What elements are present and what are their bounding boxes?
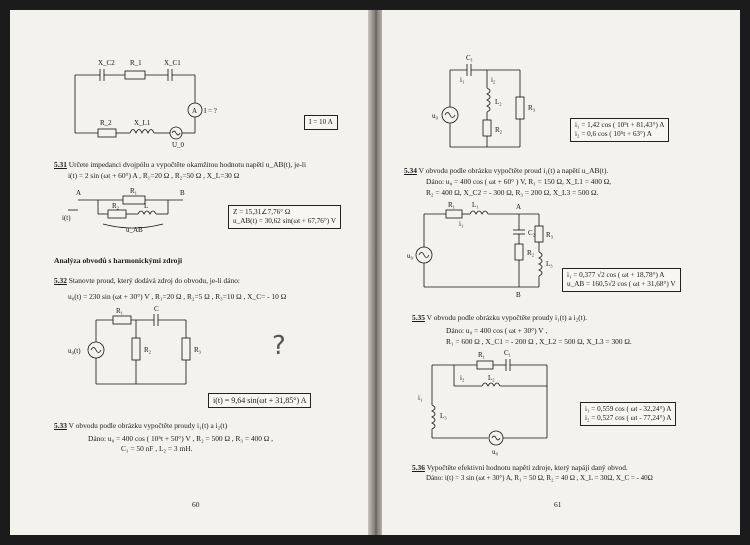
- fig4-r2-label: R₂: [495, 126, 503, 134]
- problem-5-36-line1: [412, 463, 628, 472]
- problem-number: 5.35: [412, 313, 425, 322]
- problem-5-35-line2: Dáno: u₀ = 400 cos ( ωt + 30°) V ,: [446, 326, 548, 335]
- fig5-l3-label: L₃: [546, 260, 553, 268]
- fig5-i1-label: i₁: [459, 220, 464, 228]
- result-box-5-31: [228, 205, 341, 229]
- node-a-label: A: [76, 189, 82, 197]
- result-i2: i₂ = 0,527 cos ( ωt - 77,24°) A: [585, 414, 672, 422]
- fig4-r3-label: R₃: [528, 104, 536, 112]
- result-i2: i₂ = 0,6 cos ( 10⁵t + 63°) A: [575, 130, 652, 138]
- fig3-c-label: C: [154, 305, 159, 313]
- problem-5-33-line2: Dáno: u₀ = 400 cos ( 10⁵t + 50°) V , R₂ = 500 Ω , R₃ = 400 Ω ,: [88, 434, 273, 443]
- left-page: [10, 10, 370, 535]
- fig6-c1-label: C₁: [504, 349, 512, 357]
- problem-5-32-line1: [54, 276, 240, 285]
- fig-label-xl1: X_L1: [134, 119, 151, 127]
- fig6-u0-label: u₀: [492, 448, 498, 456]
- fig-label-u0: U_0: [172, 141, 185, 149]
- problem-5-31-line1: [54, 160, 306, 169]
- problem-5-33-line3: C₁ = 50 nF , L₂ = 3 mH.: [121, 444, 193, 453]
- problem-number: 5.36: [412, 463, 425, 472]
- problem-text: V obvodu podle obrázku vypočtěte proud i₁(t) a napětí u_AB(t).: [416, 166, 609, 175]
- fig2-it-label: i(t): [62, 214, 71, 222]
- problem-number: 5.33: [54, 421, 67, 430]
- problem-5-35-line3: R₁ = 600 Ω , X_C1 = - 200 Ω , X_L2 = 500 Ω, X_L3 = 300 Ω.: [446, 337, 632, 346]
- result-impedance: Z = 15,31∠7,76° Ω: [233, 208, 291, 216]
- fig-label-xc2: X_C2: [98, 59, 115, 67]
- result-box-5-32: i(t) = 9,64 sin(ωt + 31,85°) A: [208, 393, 311, 408]
- fig5-c2-label: C₂: [528, 229, 536, 237]
- problem-number: 5.31: [54, 160, 67, 169]
- section-heading: Analýza obvodů s harmonickými zdroji: [54, 256, 183, 265]
- fig6-l3-label: L₃: [440, 412, 447, 420]
- result-box-5-34: [562, 268, 681, 292]
- circuit-figure-1: [70, 55, 240, 149]
- page-number: 60: [192, 500, 200, 509]
- current-question-label: I = ?: [204, 107, 217, 115]
- problem-text: Vypočtěte efektivní hodnotu napětí zdroje, který napájí daný obvod.: [424, 463, 628, 472]
- fig4-c1-label: C₁: [466, 54, 474, 62]
- problem-text: Určete impedanci dvojpólu a vypočtěte okamžitou hodnotu napětí u_AB(t), je-li: [66, 160, 307, 169]
- fig5-node-a: A: [516, 203, 522, 211]
- fig2-uab-label: u_AB: [126, 226, 143, 234]
- fig3-r2-label: R₂: [144, 346, 152, 354]
- result-voltage: u_AB(t) = 30,62 sin(ωt + 67,76°) V: [233, 217, 337, 225]
- circuit-figure-3: [68, 305, 218, 393]
- fig-label-xc1: X_C1: [164, 59, 181, 67]
- problem-5-34-line1: [404, 166, 608, 175]
- circuit-figure-2: [62, 187, 218, 234]
- circuit-figure-6: [418, 349, 572, 456]
- problem-text: V obvodu podle obrázku vypočtěte proudy i₁(t) a i₂(t).: [424, 313, 588, 322]
- right-page: [382, 10, 740, 535]
- result-box-5-33: [570, 118, 669, 142]
- fig5-r1-label: R₁: [448, 201, 456, 209]
- fig3-r1-label: R₁: [116, 307, 124, 315]
- result-i1: i₁ = 0,377 √2 cos ( ωt + 18,78°) A: [567, 271, 665, 279]
- result-i1: i₁ = 0,559 cos ( ωt - 32,24°) A: [585, 405, 672, 413]
- problem-5-36-line2: Dáno: i(t) = 3 sin (ωt + 30°) A, R₁ = 50 Ω, R₂ = 40 Ω , X_L = 30Ω, X_C = - 40Ω: [426, 474, 653, 482]
- fig6-i2-label: i₂: [460, 374, 465, 382]
- fig5-u0-label: u₀: [407, 252, 413, 260]
- fig2-l-label: L: [144, 202, 149, 210]
- problem-5-34-line2: Dáno: u₀ = 400 cos ( ωt + 60° ) V, R₁ = 150 Ω, X_L1 = 400 Ω,: [426, 177, 612, 186]
- result-box-5-35: [580, 402, 676, 426]
- fig3-r3-label: R₃: [194, 346, 202, 354]
- result-box-i: I = 10 A: [304, 115, 338, 130]
- result-uab: u_AB = 160,5√2 cos ( ωt + 31,68°) V: [567, 280, 676, 288]
- fig6-r1-label: R₁: [478, 351, 486, 359]
- fig2-r1-label: R₁: [130, 187, 138, 195]
- fig6-l2-label: L₂: [488, 374, 495, 382]
- problem-5-33-line1: [54, 421, 227, 430]
- fig3-u0-label: u₀(t): [68, 347, 81, 355]
- fig6-i1-label: i₁: [418, 394, 423, 402]
- fig4-l2-label: L₂: [495, 98, 502, 106]
- problem-5-31-line2: i(t) = 2 sin (ωt + 60°) A , R₁=20 Ω , R₂=50 Ω , X_L=30 Ω: [68, 171, 240, 180]
- fig4-i2-label: i₂: [491, 76, 496, 84]
- fig5-r2-label: R₂: [527, 249, 535, 257]
- circuit-figure-4: [420, 52, 536, 152]
- fig-label-r2: R_2: [100, 119, 112, 127]
- fig5-node-b: B: [516, 291, 521, 299]
- fig-label-r1: R_1: [130, 59, 142, 67]
- handwritten-question-mark: ?: [272, 331, 286, 361]
- problem-text: Stanovte proud, který dodává zdroj do obvodu, je-li dáno:: [66, 276, 240, 285]
- fig4-i1-label: i₁: [460, 76, 465, 84]
- problem-5-34-line3: R₂ = 400 Ω, X_C2 = - 300 Ω, R₃ = 200 Ω, X_L3 = 500 Ω.: [426, 188, 599, 197]
- problem-5-35-line1: [412, 313, 587, 322]
- fig4-u0-label: u₀: [432, 112, 438, 120]
- problem-text: V obvodu podle obrázku vypočtěte proudy i₁(t) a i₂(t): [66, 421, 228, 430]
- problem-5-32-line2: u₀(t) = 230 sin (ωt + 30°) V , R₁=20 Ω , R₂=5 Ω , R₃=10 Ω , X_C= - 10 Ω: [68, 292, 287, 301]
- page-number: 61: [554, 500, 562, 509]
- fig2-r2-label: R₂: [112, 202, 120, 210]
- ammeter-label: A: [192, 107, 198, 115]
- fig5-r3-label: R₃: [546, 231, 554, 239]
- problem-number: 5.32: [54, 276, 67, 285]
- circuit-figure-5: [404, 202, 564, 297]
- fig5-l1-label: L₁: [472, 201, 479, 209]
- node-b-label: B: [180, 189, 185, 197]
- result-i1: i₁ = 1,42 cos ( 10⁵t + 81,43°) A: [575, 121, 665, 129]
- problem-number: 5.34: [404, 166, 417, 175]
